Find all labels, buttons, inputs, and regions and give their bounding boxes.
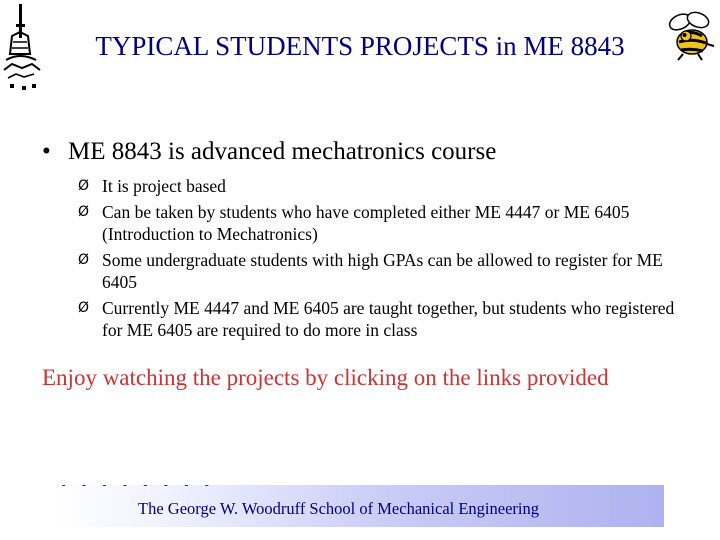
list-item [78,249,688,293]
gatech-tower-logo-icon [2,4,44,96]
project-links-note[interactable]: Enjoy watching the projects by clicking on the links provided [42,365,609,390]
arrow-bullet-icon: Ø [78,252,90,268]
list-item [78,201,688,245]
list-item-text: Can be taken by students who have completed either ME 4447 or ME 6405 (Introduction to Mechatronics) [102,202,630,244]
list-item-text: Some undergraduate students with high GPAs can be allowed to register for ME 6405 [102,250,663,292]
main-bullet-text: ME 8843 is advanced mechatronics course [68,138,497,165]
list-item [78,175,688,197]
sub-bullet-list [78,175,688,345]
arrow-bullet-icon: Ø [78,204,90,220]
arrow-bullet-icon: Ø [78,300,90,316]
footer-dashes: - - - - - - - - [60,478,214,492]
list-item [78,297,688,341]
slide-title: TYPICAL STUDENTS PROJECTS in ME 8843 [95,31,625,61]
main-bullet [42,136,682,168]
arrow-bullet-icon: Ø [78,178,90,194]
footer-school-name: The George W. Woodruff School of Mechanical Engineering [138,499,539,518]
yellow-jacket-bee-icon [664,10,716,62]
list-item-text: Currently ME 4447 and ME 6405 are taught together, but students who registered for ME 6405 are required to do more in class [102,298,675,340]
list-item-text: It is project based [102,176,226,196]
bullet-dot-icon: • [42,138,51,165]
